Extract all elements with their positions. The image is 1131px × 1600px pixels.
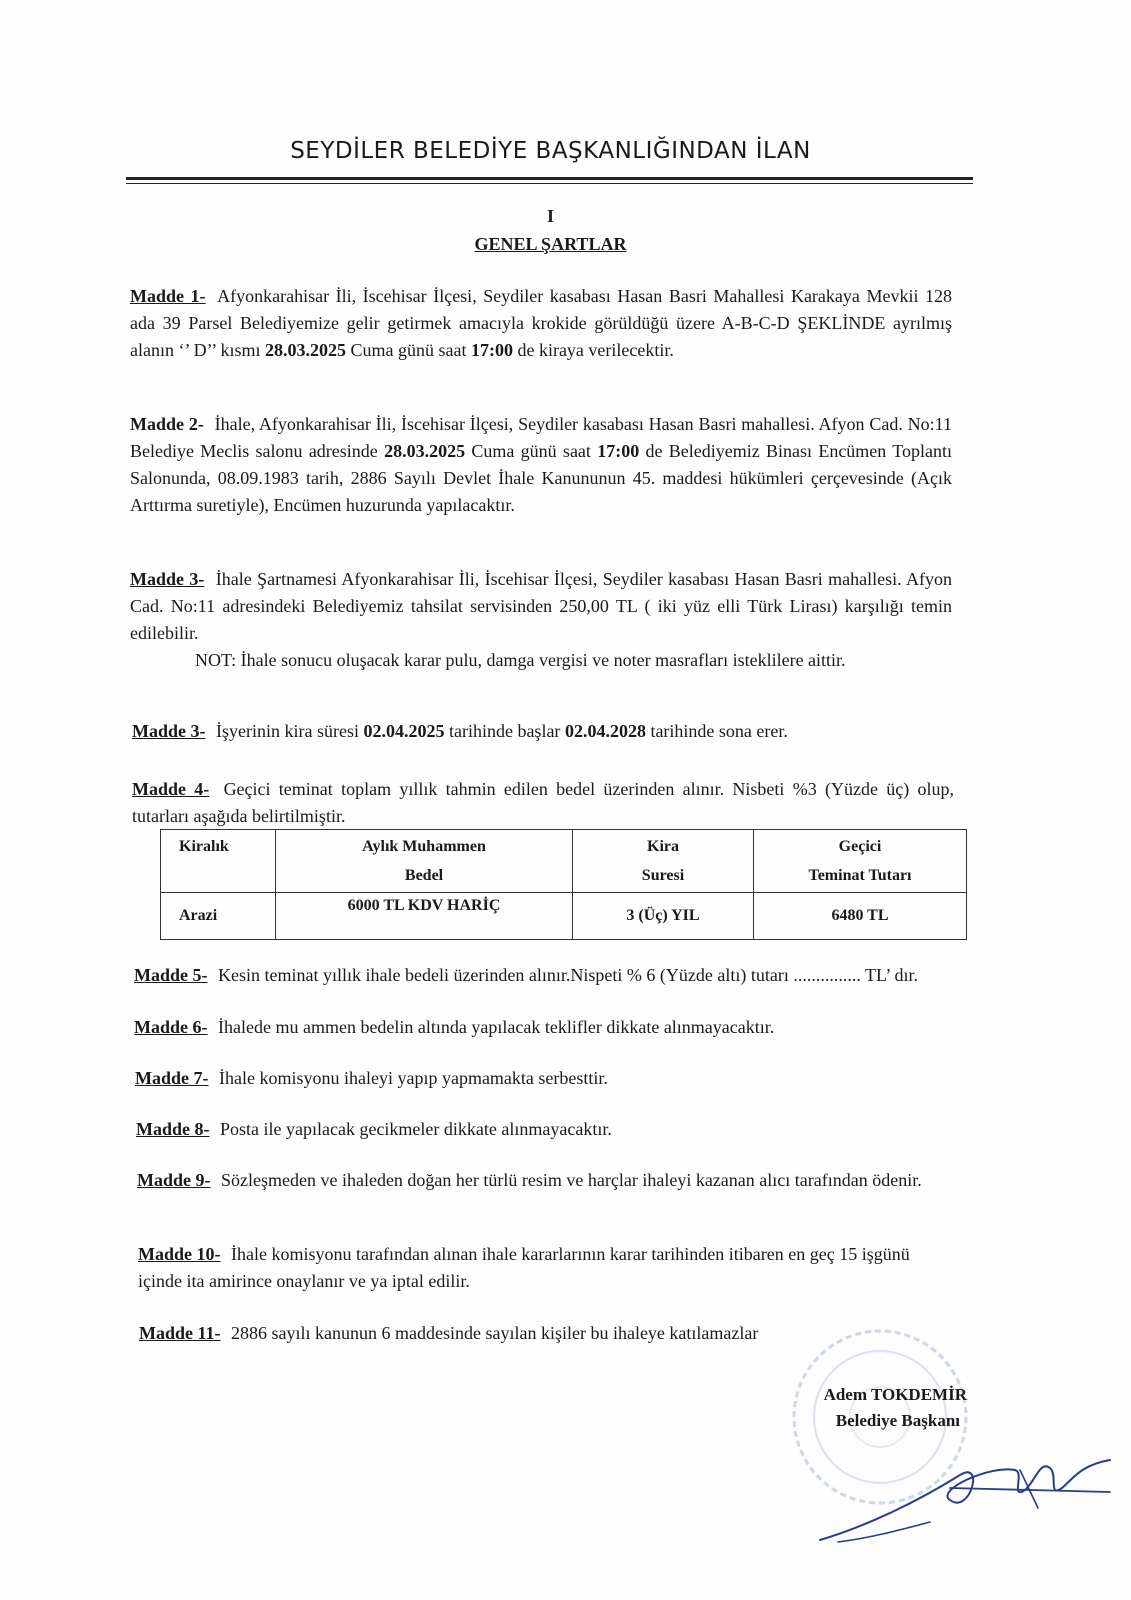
table-cell: Arazi: [161, 893, 276, 940]
lease-end-date: 02.04.2028: [564, 721, 646, 741]
article-label: Madde 4-: [132, 779, 210, 799]
table-cell: 3 (Üç) YIL: [573, 893, 754, 940]
article-text: de Belediyemiz Binası Encümen Toplantı Salonunda, 08.09.1983 tarih, 2886 Sayılı Devlet İhale Kanununun 45. maddesi hükümleri çerçevesinde (Açık Arttırma suretiyle), Encümen huzurunda yapılacaktır.: [130, 441, 952, 515]
table-header-cell: Aylık Muhammen Bedel: [276, 830, 573, 893]
article-3-lease-term: [132, 718, 954, 745]
article-label: Madde 5-: [134, 965, 208, 985]
table-header-cell: Kira Suresi: [573, 830, 754, 893]
article-text: 2886 sayılı kanunun 6 maddesinde sayılan kişiler bu ihaleye katılamazlar: [231, 1323, 759, 1343]
article-text: İhale, Afyonkarahisar İli, İscehisar İlçesi, Seydiler kasabası Hasan Basri mahallesi. Afyon Cad. No:11 Belediye Meclis salonu adresinde: [130, 414, 952, 461]
table-cell: 6000 TL KDV HARİÇ: [276, 893, 573, 940]
article-text: Geçici teminat toplam yıllık tahmin edilen bedel üzerinden alınır. Nisbeti %3 (Yüzde üç) olup, tutarları aşağıda belirtilmiştir.: [132, 779, 954, 826]
article-label: Madde 11-: [139, 1323, 221, 1343]
article-3: [130, 566, 952, 674]
article-text: Kesin teminat yıllık ihale bedeli üzerinden alınır.Nispeti % 6 (Yüzde altı) tutarı ............... TL’ dır.: [218, 965, 919, 985]
guarantee-table: [160, 829, 967, 940]
header-rule-thick: [126, 177, 973, 180]
article-label: Madde 2-: [130, 414, 204, 434]
article-label: Madde 1-: [130, 286, 206, 306]
article-label: Madde 3-: [132, 721, 206, 741]
article-label: Madde 3-: [130, 569, 205, 589]
table-header-cell: Geçici Teminat Tutarı: [754, 830, 967, 893]
article-text: İhalede mu ammen bedelin altında yapılacak teklifler dikkate alınmayacaktır.: [218, 1017, 775, 1037]
article-text: de kiraya verilecektir.: [512, 340, 674, 360]
auction-date: 28.03.2025: [264, 340, 346, 360]
article-10: [138, 1241, 938, 1295]
article-note: NOT: İhale sonucu oluşacak karar pulu, damga vergisi ve noter masrafları isteklilere aittir.: [195, 650, 846, 670]
article-8: [136, 1116, 956, 1143]
article-label: Madde 7-: [135, 1068, 209, 1088]
article-label: Madde 8-: [136, 1119, 210, 1139]
table-header-cell: Kiralık: [161, 830, 276, 893]
article-2: [130, 411, 952, 519]
article-label: Madde 10-: [138, 1244, 221, 1264]
article-text: Posta ile yapılacak gecikmeler dikkate alınmayacaktır.: [220, 1119, 612, 1139]
section-title: GENEL ŞARTLAR: [474, 234, 627, 254]
signature-icon: [810, 1430, 1120, 1550]
section-number: I: [546, 206, 554, 226]
article-label: Madde 6-: [134, 1017, 208, 1037]
header-rule-thin: [126, 183, 973, 184]
table-row: [161, 893, 967, 940]
article-4: [132, 776, 954, 830]
table-header-row: [161, 830, 967, 893]
article-7: [135, 1065, 955, 1092]
article-text: Cuma günü saat: [465, 441, 598, 461]
auction-time: 17:00: [597, 441, 640, 461]
article-text: Afyonkarahisar İli, İscehisar İlçesi, Seydiler kasabası Hasan Basri Mahallesi Karakaya Mevkii 128 ada 39 Parsel Belediyemize gelir getirmek amacıyla krokide görüldüğü üzere A-B-C-D ŞEKLİNDE ayrılmış alanın ‘’ D’’ kısmı: [130, 286, 952, 360]
article-9: [137, 1167, 937, 1194]
auction-date: 28.03.2025: [384, 441, 466, 461]
article-5: [134, 962, 954, 989]
article-text: tarihinde sona erer.: [645, 721, 788, 741]
lease-start-date: 02.04.2025: [363, 721, 445, 741]
article-text: İşyerinin kira süresi: [216, 721, 364, 741]
article-text: İhale komisyonu tarafından alınan ihale kararlarının karar tarihinden itibaren en geç 15 işgünü içinde ita amirince onaylanır ve ya iptal edilir.: [138, 1244, 910, 1291]
auction-time: 17:00: [470, 340, 513, 360]
signatory-title: Belediye Başkanı: [835, 1411, 960, 1430]
signatory-name: Adem TOKDEMİR: [823, 1385, 967, 1404]
article-label: Madde 9-: [137, 1170, 211, 1190]
table-cell: 6480 TL: [754, 893, 967, 940]
article-1: [130, 283, 952, 364]
document-header: SEYDİLER BELEDİYE BAŞKANLIĞINDAN İLAN: [290, 138, 811, 164]
article-text: İhale komisyonu ihaleyi yapıp yapmamakta serbesttir.: [219, 1068, 608, 1088]
article-6: [134, 1014, 954, 1041]
article-text: Cuma günü saat: [345, 340, 471, 360]
article-text: İhale Şartnamesi Afyonkarahisar İli, İscehisar İlçesi, Seydiler kasabası Hasan Basri mahallesi. Afyon Cad. No:11 adresindeki Belediyemiz tahsilat servisinden 250,00 TL ( iki yüz elli Türk Lirası) karşılığı temin edilebilir.: [130, 569, 953, 643]
article-text: tarihinde başlar: [444, 721, 565, 741]
article-text: Sözleşmeden ve ihaleden doğan her türlü resim ve harçlar ihaleyi kazanan alıcı tarafından ödenir.: [221, 1170, 922, 1190]
